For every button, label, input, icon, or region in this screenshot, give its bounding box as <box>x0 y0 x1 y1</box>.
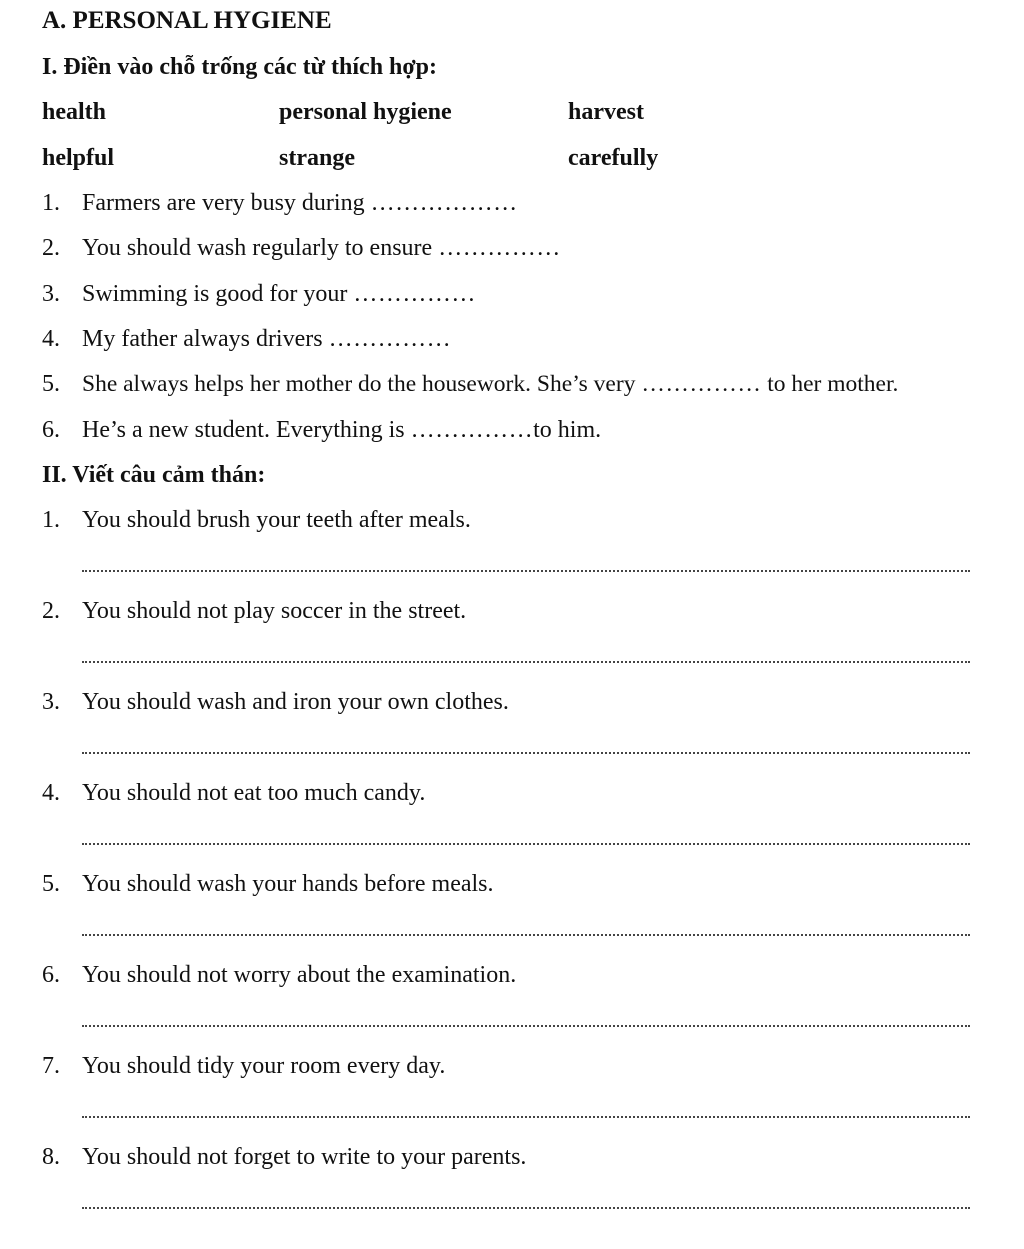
rewrite-item: You should wash your hands before meals. <box>82 871 494 897</box>
item-number: 6. <box>42 962 60 988</box>
answer-line[interactable] <box>82 752 970 754</box>
answer-line[interactable] <box>82 934 970 936</box>
item-text-after: to him. <box>533 417 602 443</box>
item-number: 5. <box>42 371 60 397</box>
item-text: Swimming is good for your <box>82 281 354 307</box>
section-title: A. PERSONAL HYGIENE <box>42 7 332 34</box>
item-number: 8. <box>42 1144 60 1170</box>
item-number: 2. <box>42 235 60 261</box>
word-bank-item: harvest <box>568 99 644 125</box>
answer-line[interactable] <box>82 1025 970 1027</box>
fill-blank-item <box>82 324 451 354</box>
rewrite-item: You should not worry about the examination. <box>82 962 517 988</box>
rewrite-item: You should brush your teeth after meals. <box>82 507 471 533</box>
item-number: 3. <box>42 689 60 715</box>
word-bank-item: helpful <box>42 145 115 171</box>
word-bank-item: health <box>42 99 107 125</box>
item-number: 5. <box>42 871 60 897</box>
item-text: You should wash regularly to ensure <box>82 235 439 261</box>
item-number: 6. <box>42 417 60 443</box>
fill-blank-item <box>82 279 476 309</box>
answer-line[interactable] <box>82 570 970 572</box>
fill-blank-item <box>82 415 601 445</box>
rewrite-item: You should not forget to write to your parents. <box>82 1144 527 1170</box>
word-bank-item: strange <box>279 145 355 171</box>
blank-line[interactable]: ……………… <box>370 190 518 216</box>
answer-line[interactable] <box>82 1207 970 1209</box>
fill-blank-item <box>82 369 898 399</box>
answer-line[interactable] <box>82 843 970 845</box>
item-text: My father always drivers <box>82 326 329 352</box>
part2-title: II. Viết câu cảm thán: <box>42 462 266 488</box>
answer-line[interactable] <box>82 661 970 663</box>
item-text: Farmers are very busy during <box>82 190 371 216</box>
blank-line[interactable]: …………… <box>410 417 534 443</box>
item-number: 3. <box>42 281 60 307</box>
blank-line[interactable]: …………… <box>438 235 561 261</box>
item-text-after: to her mother. <box>761 371 899 397</box>
blank-line[interactable]: …………… <box>353 281 476 307</box>
blank-line[interactable]: …………… <box>641 371 762 397</box>
rewrite-item: You should not eat too much candy. <box>82 780 426 806</box>
item-text: He’s a new student. Everything is <box>82 417 411 443</box>
item-number: 7. <box>42 1053 60 1079</box>
item-number: 4. <box>42 326 60 352</box>
word-bank-item: personal hygiene <box>279 99 452 125</box>
blank-line[interactable]: …………… <box>328 326 452 352</box>
fill-blank-item <box>82 188 518 218</box>
rewrite-item: You should tidy your room every day. <box>82 1053 446 1079</box>
fill-blank-item <box>82 233 561 263</box>
item-number: 4. <box>42 780 60 806</box>
item-number: 1. <box>42 507 60 533</box>
rewrite-item: You should wash and iron your own clothes. <box>82 689 509 715</box>
rewrite-item: You should not play soccer in the street. <box>82 598 467 624</box>
item-text: She always helps her mother do the housework. She’s very <box>82 371 642 397</box>
word-bank-item: carefully <box>568 145 659 171</box>
answer-line[interactable] <box>82 1116 970 1118</box>
item-number: 2. <box>42 598 60 624</box>
part1-title: I. Điền vào chỗ trống các từ thích hợp: <box>42 54 438 80</box>
item-number: 1. <box>42 190 60 216</box>
